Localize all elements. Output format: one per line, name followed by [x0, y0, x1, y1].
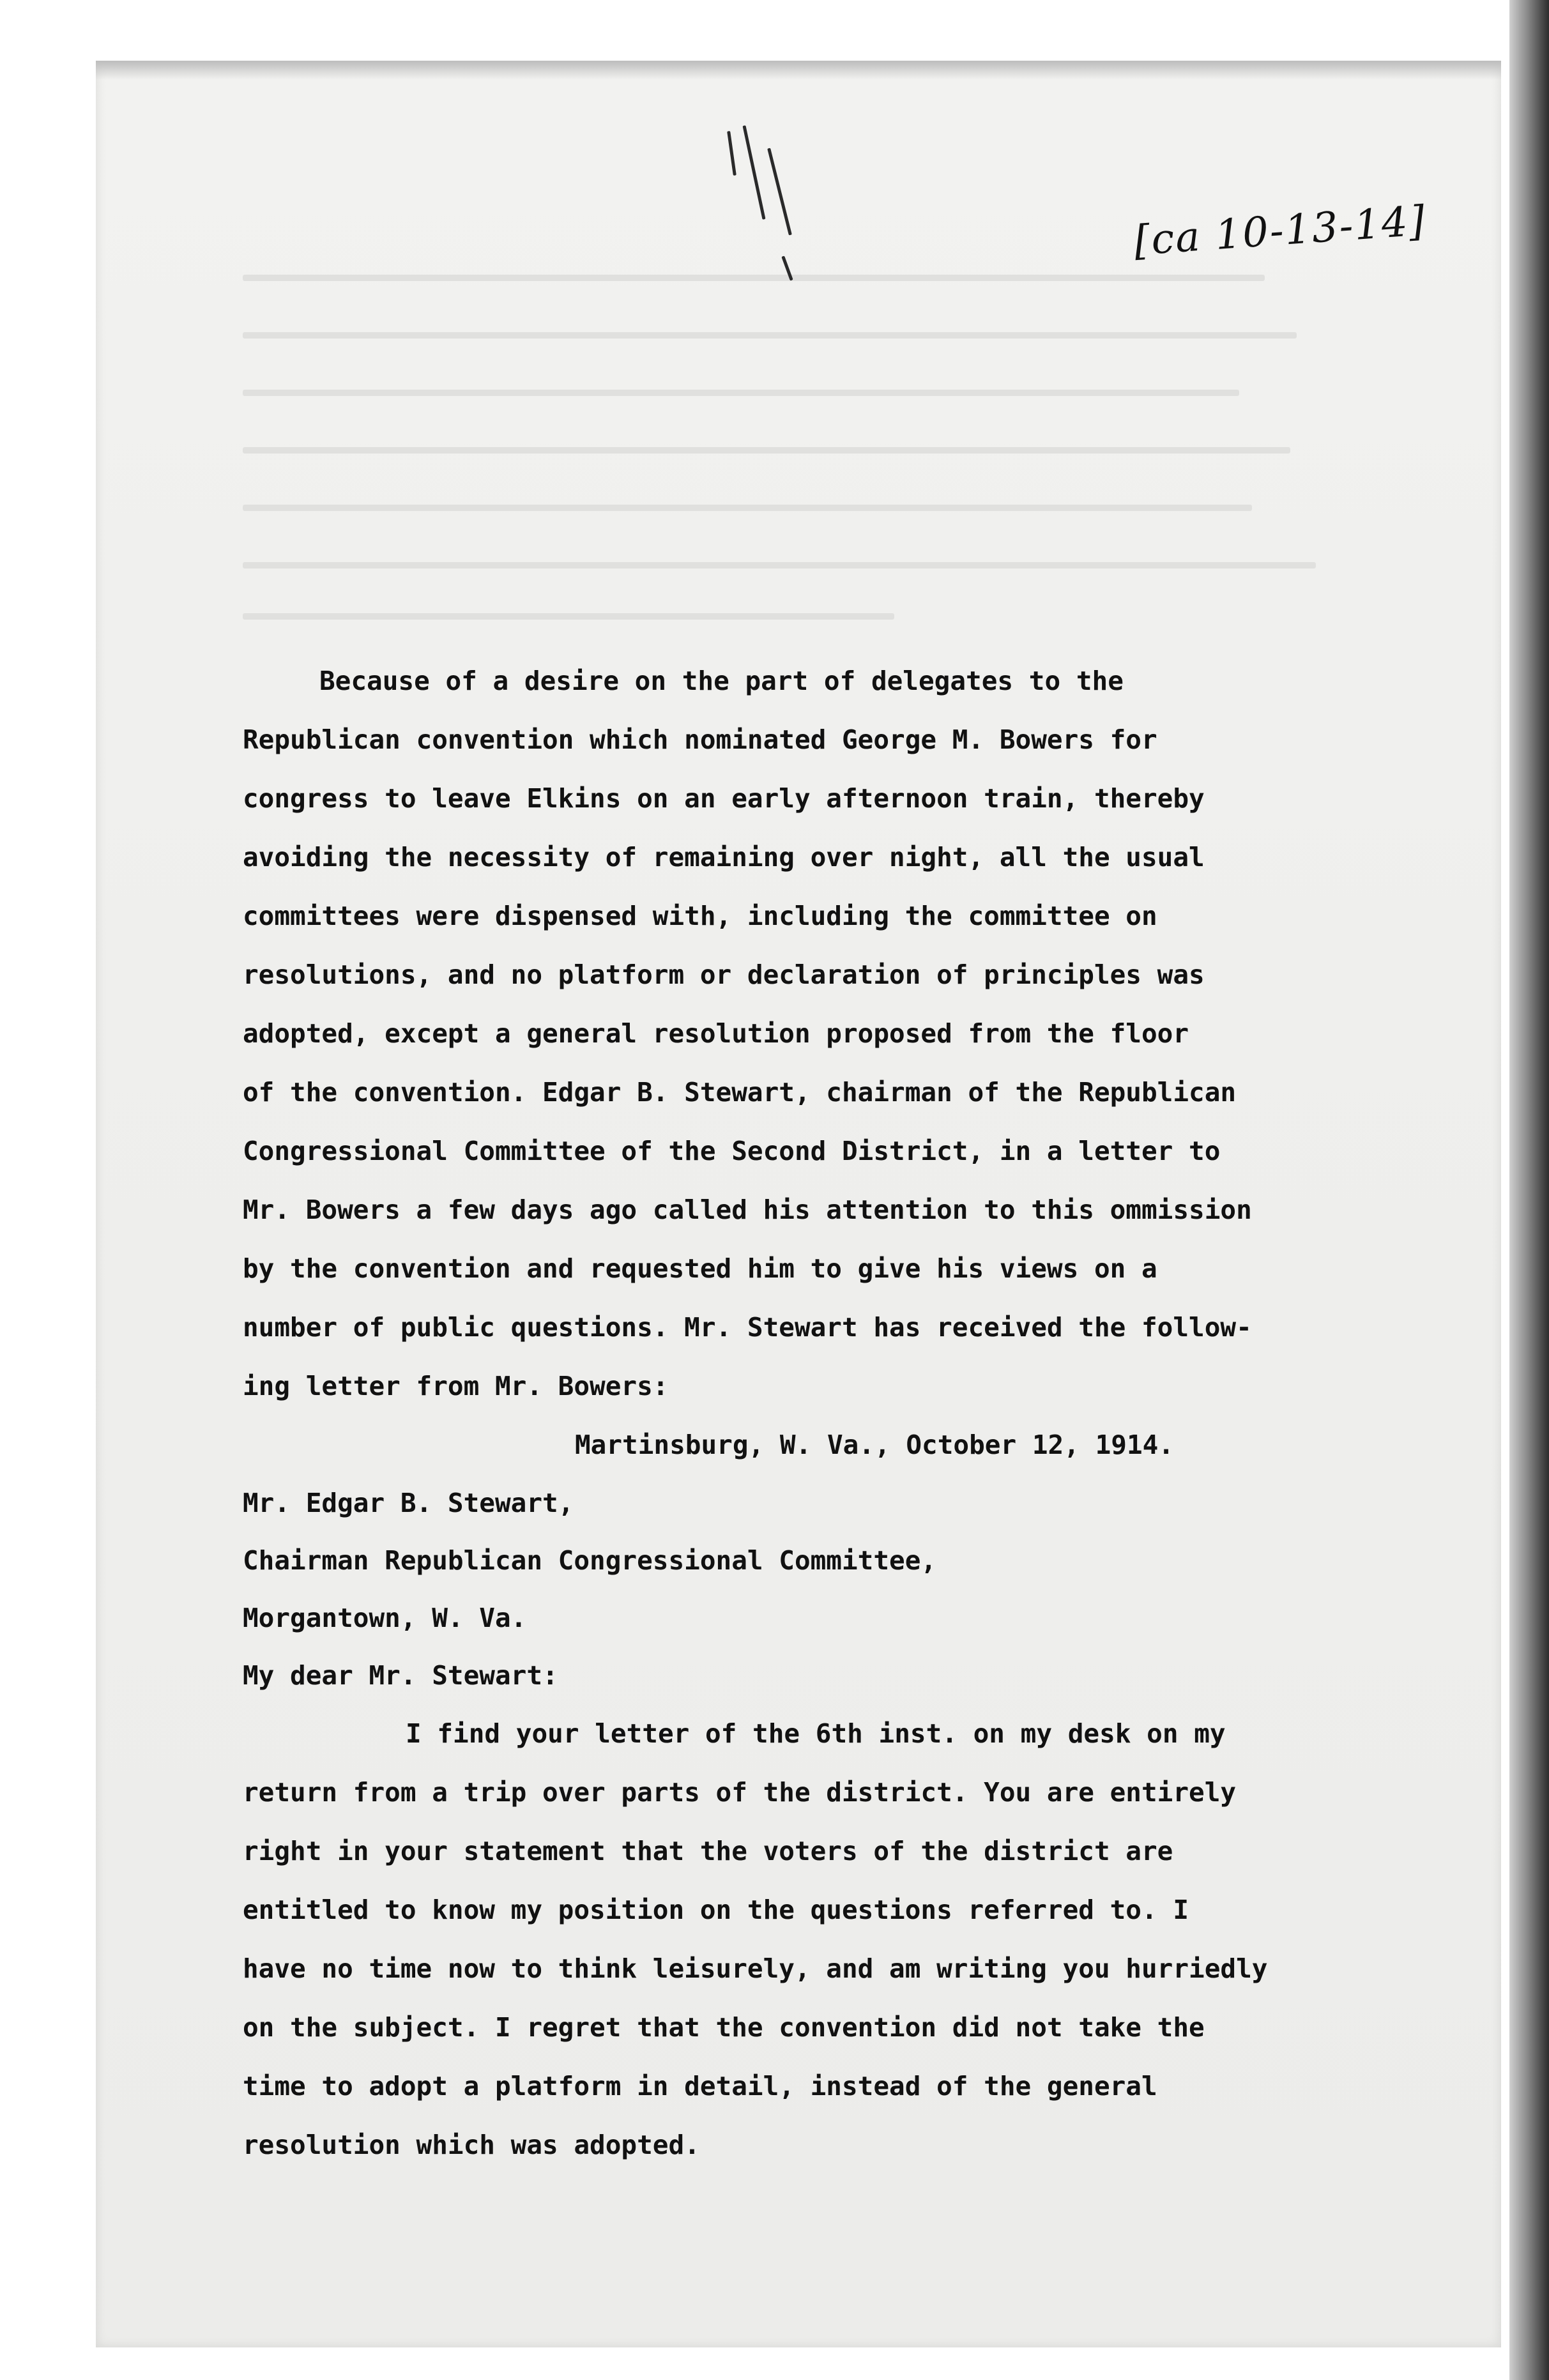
letter-dateline: Martinsburg, W. Va., October 12, 1914.: [575, 1430, 1174, 1460]
bleed-through-line: [243, 505, 1252, 511]
article-line: Congressional Committee of the Second District, in a letter to: [243, 1136, 1221, 1166]
article-line: congress to leave Elkins on an early afternoon train, thereby: [243, 783, 1205, 814]
article-line: adopted, except a general resolution proposed from the floor: [243, 1018, 1189, 1049]
article-line: number of public questions. Mr. Stewart has received the follow-: [243, 1312, 1252, 1343]
bleed-through-line: [243, 332, 1297, 339]
bleed-through-line: [243, 275, 1265, 281]
letter-body-line: entitled to know my position on the questions referred to. I: [243, 1895, 1189, 1925]
article-line: committees were dispensed with, including the committee on: [243, 901, 1157, 931]
letter-salutation: My dear Mr. Stewart:: [243, 1660, 558, 1691]
letter-body-line: time to adopt a platform in detail, instead of the general: [243, 2071, 1157, 2102]
letter-address-line: Morgantown, W. Va.: [243, 1603, 527, 1633]
letter-body-line: return from a trip over parts of the district. You are entirely: [243, 1777, 1237, 1808]
archival-date-annotation: [ca 10-13-14]: [1132, 197, 1428, 265]
letter-body-line: resolution which was adopted.: [243, 2130, 700, 2160]
article-line: by the convention and requested him to give his views on a: [243, 1253, 1157, 1284]
page-edge-shadow: [1509, 0, 1549, 2380]
bleed-through-line: [243, 562, 1316, 568]
article-line: Republican convention which nominated George M. Bowers for: [243, 724, 1157, 755]
letter-body-line: I find your letter of the 6th inst. on my desk on my: [406, 1718, 1226, 1749]
letter-body-line: have no time now to think leisurely, and am writing you hurriedly: [243, 1953, 1268, 1984]
article-line: ing letter from Mr. Bowers:: [243, 1371, 669, 1401]
letter-address-line: Mr. Edgar B. Stewart,: [243, 1488, 574, 1518]
paper-top-shadow: [96, 61, 1501, 80]
bleed-through-line: [243, 613, 894, 620]
letter-address-line: Chairman Republican Congressional Committee,: [243, 1545, 937, 1576]
bleed-through-line: [243, 447, 1290, 454]
article-line: resolutions, and no platform or declaration of principles was: [243, 959, 1205, 990]
letter-body-line: on the subject. I regret that the convention did not take the: [243, 2012, 1205, 2043]
article-line: of the convention. Edgar B. Stewart, chairman of the Republican: [243, 1077, 1237, 1108]
letter-body-line: right in your statement that the voters of the district are: [243, 1836, 1173, 1866]
typed-text-body: [243, 652, 1361, 2174]
article-line: avoiding the necessity of remaining over night, all the usual: [243, 842, 1205, 873]
article-line: Mr. Bowers a few days ago called his attention to this ommission: [243, 1194, 1252, 1225]
article-line: Because of a desire on the part of delegates to the: [319, 666, 1124, 696]
bleed-through-line: [243, 390, 1239, 396]
